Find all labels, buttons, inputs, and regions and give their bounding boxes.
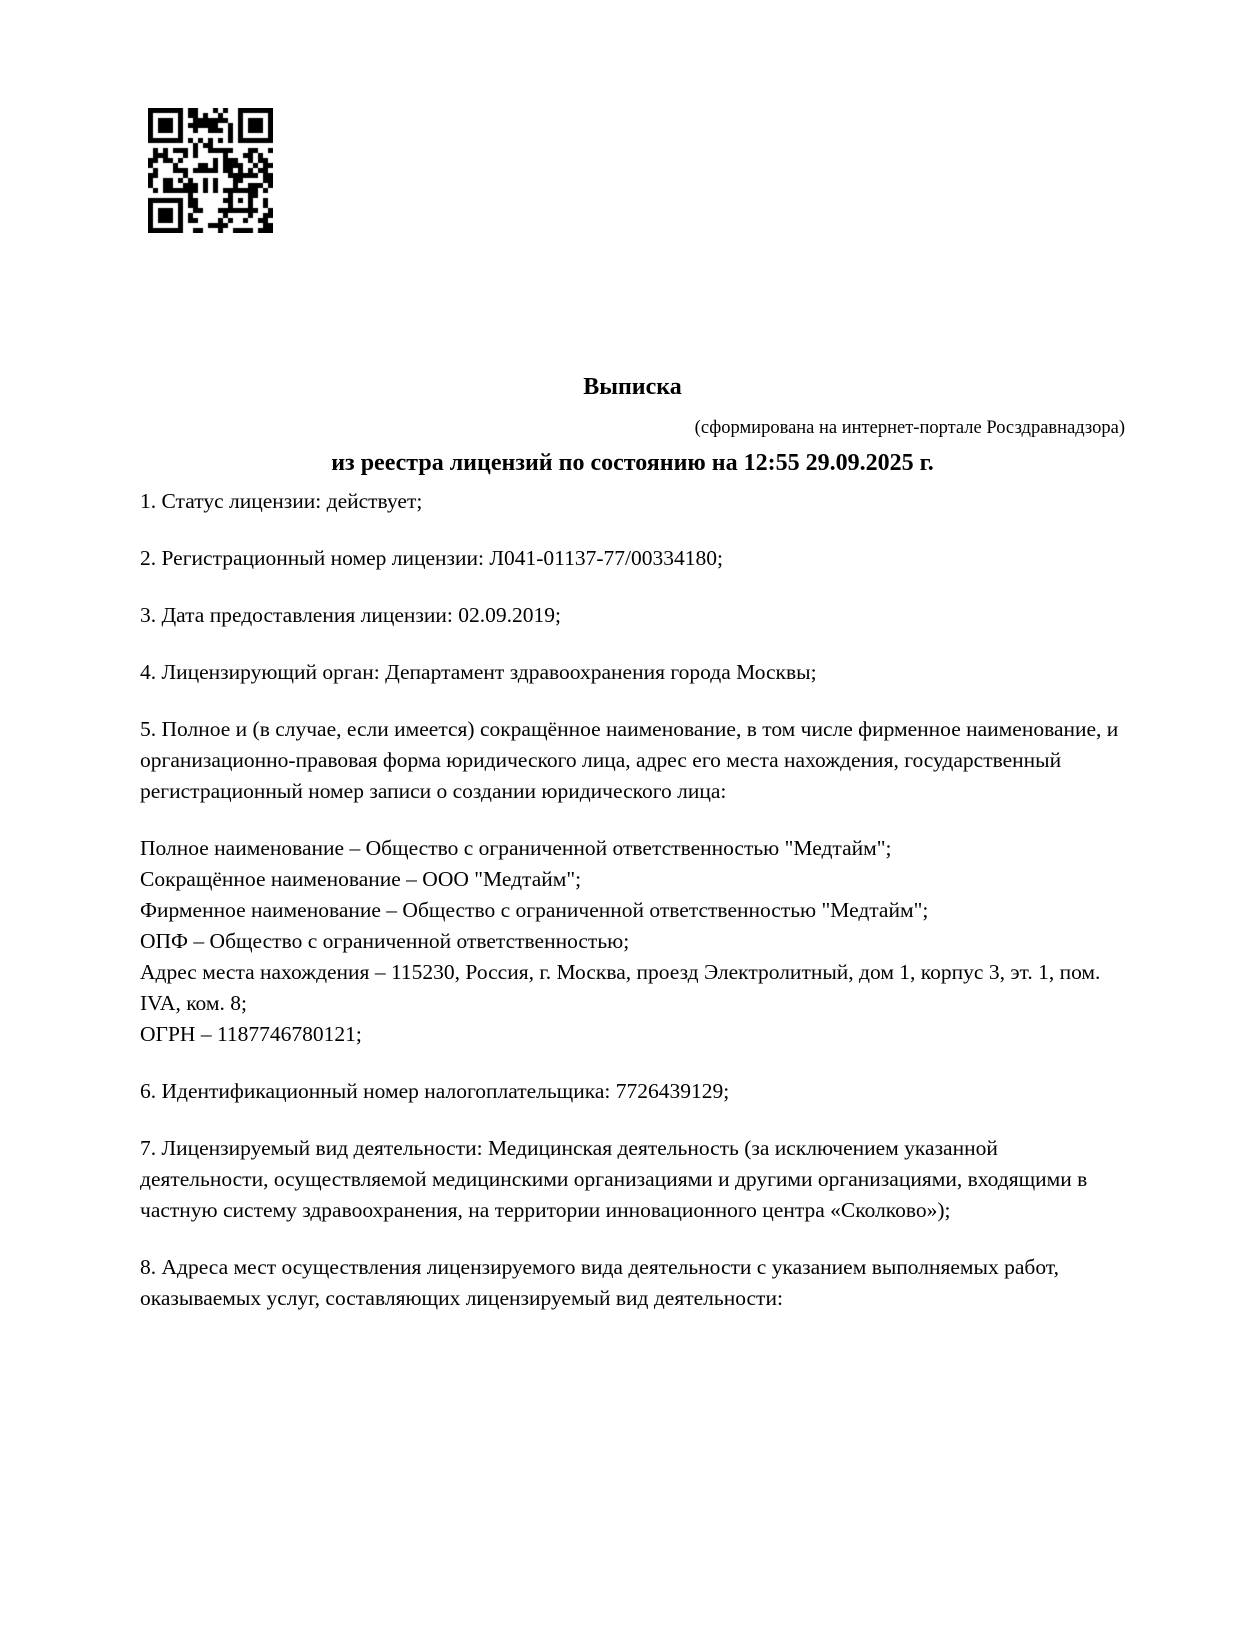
- clause-licensing-authority: 4. Лицензирующий орган: Департамент здравоохранения города Москвы;: [140, 660, 817, 684]
- clause-registration-number: 2. Регистрационный номер лицензии: Л041-01137-77/00334180;: [140, 546, 723, 570]
- clause-license-status: 1. Статус лицензии: действует;: [140, 489, 423, 513]
- entity-full-name: Полное наименование – Общество с ограниченной ответственностью "Медтайм";: [140, 836, 892, 860]
- document-title-line2: из реестра лицензий по состоянию на 12:55 29.09.2025 г.: [331, 450, 934, 476]
- document-body: [140, 486, 1125, 1340]
- qr-code: [148, 108, 273, 233]
- clause-entity-intro: 5. Полное и (в случае, если имеется) сокращённое наименование, в том числе фирменное наименование, и организационно-правовая форма юридического лица, адрес его места нахождения, государственный регистрационный номер записи о создании юридического лица:: [140, 717, 1119, 803]
- document-subtitle: (сформирована на интернет-портале Росздравнадзора): [694, 418, 1125, 438]
- clause-grant-date: 3. Дата предоставления лицензии: 02.09.2019;: [140, 603, 561, 627]
- entity-short-name: Сокращённое наименование – ООО "Медтайм";: [140, 867, 582, 891]
- entity-brand-name: Фирменное наименование – Общество с ограниченной ответственностью "Медтайм";: [140, 898, 929, 922]
- clause-licensed-activity: 7. Лицензируемый вид деятельности: Медицинская деятельность (за исключением указанной деятельности, осуществляемой медицинскими организациями и другими организациями, входящими в частную систему здравоохранения, на территории инновационного центра «Сколково»);: [140, 1136, 1088, 1222]
- document-title-line1: Выписка: [583, 374, 682, 400]
- entity-details-block: [140, 833, 1125, 1050]
- clause-activity-addresses-intro: 8. Адреса мест осуществления лицензируемого вида деятельности с указанием выполняемых работ, оказываемых услуг, составляющих лицензируемый вид деятельности:: [140, 1255, 1059, 1310]
- entity-address: Адрес места нахождения – 115230, Россия, г. Москва, проезд Электролитный, дом 1, корпус 3, эт. 1, пом. IVA, ком. 8;: [140, 960, 1101, 1015]
- entity-legal-form: ОПФ – Общество с ограниченной ответственностью;: [140, 929, 630, 953]
- clause-taxpayer-inn: 6. Идентификационный номер налогоплательщика: 7726439129;: [140, 1079, 730, 1103]
- entity-ogrn: ОГРН – 1187746780121;: [140, 1022, 362, 1046]
